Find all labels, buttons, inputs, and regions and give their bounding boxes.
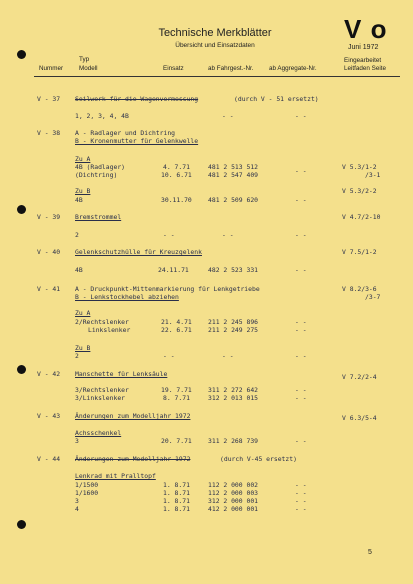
header-rule bbox=[34, 76, 400, 77]
model-cell: 2 bbox=[75, 352, 79, 360]
date-cell: 8. 7.71 bbox=[163, 394, 190, 402]
chassis-number-cell: 312 2 000 001 bbox=[208, 497, 259, 505]
model-cell: 3/Rechtslenker bbox=[75, 386, 129, 394]
col-header-leitfaden: Leitfaden Seite bbox=[344, 65, 387, 72]
col-header-fahrgest: ab Fahrgest.-Nr. bbox=[208, 65, 254, 72]
punch-hole bbox=[17, 520, 26, 529]
page-subtitle: Übersicht und Einsatzdaten bbox=[175, 42, 255, 49]
aggregate-cell: - - bbox=[295, 437, 307, 445]
chassis-number-cell: 211 2 245 896 bbox=[208, 318, 259, 326]
dash: - - bbox=[163, 352, 175, 360]
dash: - - bbox=[163, 231, 175, 239]
entry-models: 1, 2, 3, 4, 4B bbox=[75, 112, 129, 120]
guide-page-cell: V 7.2/2-4 bbox=[342, 373, 377, 381]
entry-number: V - 38 bbox=[37, 129, 61, 137]
dash: - - bbox=[222, 112, 234, 120]
col-header-eingearbeitet: Eingearbeitet bbox=[344, 57, 382, 64]
guide-page-cell: V 8.2/3-6 bbox=[342, 285, 377, 293]
subsection-label: Zu A bbox=[75, 155, 91, 163]
date-cell: 22. 6.71 bbox=[161, 326, 192, 334]
entry-note: (durch V-45 ersetzt) bbox=[220, 455, 297, 463]
chassis-number-cell: 311 2 272 642 bbox=[208, 386, 259, 394]
issue-date: Juni 1972 bbox=[348, 44, 379, 51]
date-cell: 24.11.71 bbox=[158, 266, 189, 274]
date-cell: 1. 8.71 bbox=[163, 505, 190, 513]
entry-title: B - Lenkstockhebel abziehen bbox=[75, 293, 179, 301]
date-cell: 1. 8.71 bbox=[163, 489, 190, 497]
guide-page-cell: V 5.3/2-2 bbox=[342, 187, 377, 195]
aggregate-cell: - - bbox=[295, 505, 307, 513]
date-cell: 10. 6.71 bbox=[161, 171, 192, 179]
aggregate-cell: - - bbox=[295, 326, 307, 334]
chassis-number-cell: 482 2 523 331 bbox=[208, 266, 259, 274]
aggregate-cell: - - bbox=[295, 394, 307, 402]
subsection-label: Zu B bbox=[75, 344, 91, 352]
entry-number: V - 41 bbox=[37, 285, 61, 293]
entry-title: A - Druckpunkt-Mittenmarkierung für Lenkgetriebe bbox=[75, 285, 260, 293]
col-header-aggregate: ab Aggregate-Nr. bbox=[269, 65, 317, 72]
aggregate-cell: - - bbox=[295, 266, 307, 274]
page-number: 5 bbox=[368, 549, 372, 556]
entry-number: V - 42 bbox=[37, 370, 61, 378]
model-cell: 4B (Radlager) bbox=[75, 163, 126, 171]
chassis-number-cell: 481 2 547 409 bbox=[208, 171, 259, 179]
chassis-number-cell: 211 2 249 275 bbox=[208, 326, 259, 334]
aggregate-cell: - - bbox=[295, 167, 307, 175]
chassis-number-cell: 311 2 268 739 bbox=[208, 437, 259, 445]
entry-title: B - Kronenmutter für Gelenkwelle bbox=[75, 137, 199, 145]
date-cell: 20. 7.71 bbox=[161, 437, 192, 445]
entry-number: V - 37 bbox=[37, 95, 61, 103]
date-cell: 1. 8.71 bbox=[163, 481, 190, 489]
model-cell: 1/1600 bbox=[75, 489, 99, 497]
punch-hole bbox=[17, 50, 26, 59]
model-cell: 4 bbox=[75, 505, 79, 513]
dash: - - bbox=[295, 231, 307, 239]
col-header-einsatz: Einsatz bbox=[163, 65, 184, 72]
model-cell: 3 bbox=[75, 497, 79, 505]
chassis-number-cell: 481 2 513 512 bbox=[208, 163, 259, 171]
subsection-label: Achsschenkel bbox=[75, 429, 122, 437]
entry-title: Änderungen zum Modelljahr 1972 bbox=[75, 412, 191, 420]
subsection-label: Zu A bbox=[75, 309, 91, 317]
entry-title: Manschette für Lenksäule bbox=[75, 370, 168, 378]
chassis-number-cell: 112 2 000 002 bbox=[208, 481, 259, 489]
guide-page-cell: V 6.3/5-4 bbox=[342, 414, 377, 422]
entry-note: (durch V - 51 ersetzt) bbox=[234, 95, 319, 103]
date-cell: 1. 8.71 bbox=[163, 497, 190, 505]
model-cell: 4B bbox=[75, 196, 83, 204]
entry-number: V - 43 bbox=[37, 412, 61, 420]
dash: - - bbox=[222, 231, 234, 239]
date-cell: 21. 4.71 bbox=[161, 318, 192, 326]
dash: - - bbox=[295, 112, 307, 120]
col-header-modell: Modell bbox=[79, 65, 98, 72]
subsection-label: Lenkrad mit Pralltopf bbox=[75, 472, 156, 480]
model-cell: 1/1500 bbox=[75, 481, 99, 489]
model-cell: 3 bbox=[75, 437, 79, 445]
entry-number: V - 39 bbox=[37, 213, 61, 221]
entry-number: V - 44 bbox=[37, 455, 61, 463]
date-cell: 4. 7.71 bbox=[163, 163, 190, 171]
guide-page-cell: V 5.3/1-2 bbox=[342, 163, 377, 171]
aggregate-cell: - - bbox=[295, 489, 307, 497]
model-cell: 3/Linkslenker bbox=[75, 394, 126, 402]
chassis-number-cell: 481 2 509 620 bbox=[208, 196, 259, 204]
entry-title: A - Radlager und Dichtring bbox=[75, 129, 176, 137]
dash: - - bbox=[222, 352, 234, 360]
aggregate-cell: - - bbox=[295, 386, 307, 394]
date-cell: 30.11.70 bbox=[161, 196, 192, 204]
guide-page-cell: /3-7 bbox=[365, 293, 381, 301]
model-cell: Linkslenker bbox=[88, 326, 131, 334]
subsection-label: Zu B bbox=[75, 187, 91, 195]
chassis-number-cell: 112 2 000 003 bbox=[208, 489, 259, 497]
entry-number: V - 40 bbox=[37, 248, 61, 256]
date-cell: 19. 7.71 bbox=[161, 386, 192, 394]
guide-page-cell: V 7.5/1-2 bbox=[342, 248, 377, 256]
guide-page-cell: /3-1 bbox=[365, 171, 381, 179]
col-header-nummer: Nummer bbox=[39, 65, 64, 72]
entry-title: Seilwerk für die Wagenvermessung bbox=[75, 95, 199, 103]
section-code: V o bbox=[344, 14, 388, 44]
aggregate-cell: - - bbox=[295, 318, 307, 326]
col-header-typ: Typ bbox=[79, 56, 90, 63]
dash: - - bbox=[295, 352, 307, 360]
model-cell: (Dichtring) bbox=[75, 171, 118, 179]
chassis-number-cell: 412 2 000 001 bbox=[208, 505, 259, 513]
aggregate-cell: - - bbox=[295, 481, 307, 489]
model-cell: 4B bbox=[75, 266, 83, 274]
model-cell: 2 bbox=[75, 231, 79, 239]
guide-page-cell: V 4.7/2-10 bbox=[342, 213, 381, 221]
punch-hole bbox=[17, 205, 26, 214]
page-title: Technische Merkblätter bbox=[158, 27, 272, 39]
aggregate-cell: - - bbox=[295, 497, 307, 505]
punch-hole bbox=[17, 365, 26, 374]
entry-title: Gelenkschutzhülle für Kreuzgelenk bbox=[75, 248, 202, 256]
entry-title: Änderungen zum Modelljahr 1972 bbox=[75, 455, 191, 463]
aggregate-cell: - - bbox=[295, 196, 307, 204]
model-cell: 2/Rechtslenker bbox=[75, 318, 129, 326]
chassis-number-cell: 312 2 013 015 bbox=[208, 394, 259, 402]
entry-title: Bremstrommel bbox=[75, 213, 122, 221]
